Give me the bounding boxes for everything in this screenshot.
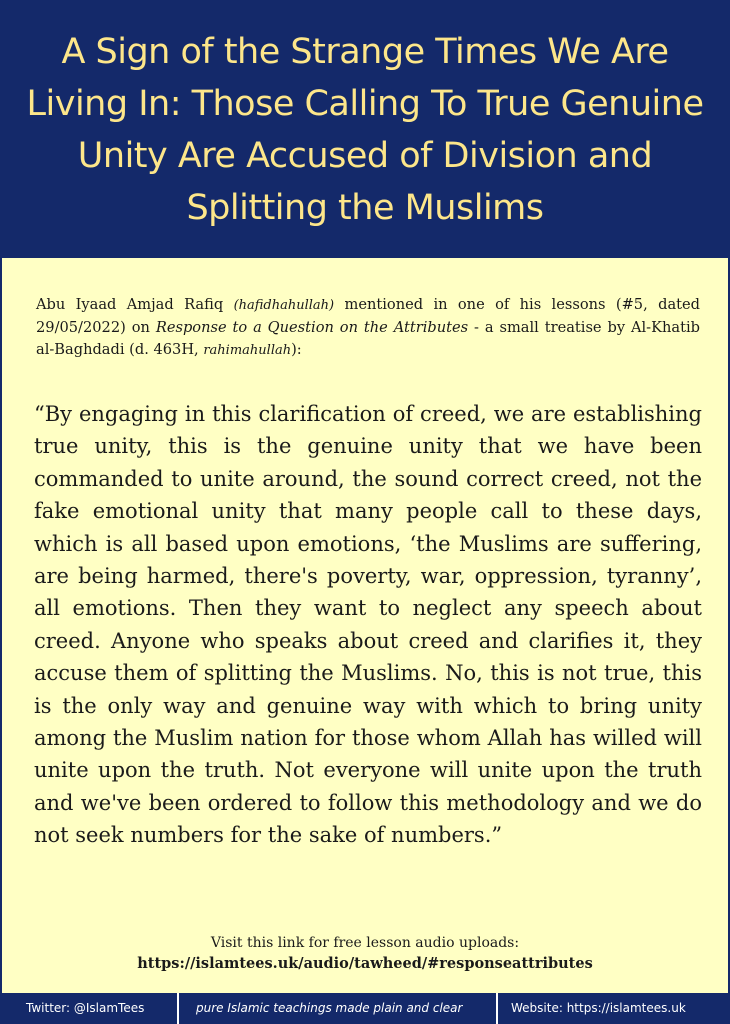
footer-twitter[interactable]: Twitter: @IslamTees <box>26 1001 145 1015</box>
intro-text-2: mentioned in one of his lessons (#5, dated 29/05/2022) on <box>36 296 700 336</box>
visit-text: Visit this link for free lesson audio uploads: <box>210 935 520 951</box>
quote-text: “By engaging in this clarification of creed, we are establishing true unity, this is the genuine unity that we have been commanded to unite around, the sound correct creed, not the fake emotional unity that many people call to these days, which is all based upon emotions, ‘the Muslims are suffering, are being harmed, there's poverty, war, oppression, tyranny’, all emotions. Then they want to neglect any speech about creed. Anyone who speaks about creed and clarifies it, they accuse them of splitting the Muslims. No, this is not true, this is the only way and genuine way with which to bring unity among the Muslim nation for those whom Allah has willed will unite upon the truth. Not everyone will unite upon the truth and we've been ordered to follow this methodology and we do not seek numbers for the sake of numbers.” <box>34 402 702 848</box>
footer-divider-2 <box>496 993 498 1024</box>
intro-paragraph <box>36 294 700 362</box>
header-banner <box>0 0 730 258</box>
book-title: Response to a Question on the Attributes <box>155 319 469 336</box>
honorific-hafidhahullah: (hafidhahullah) <box>233 298 335 313</box>
honorific-rahimahullah: rahimahullah <box>203 343 292 358</box>
intro-text-1: Abu Iyaad Amjad Rafiq <box>36 296 234 313</box>
footer-divider-1 <box>177 993 179 1024</box>
content-panel <box>0 258 730 993</box>
intro-text-3: - a small treatise by Al-Khatib al-Baghdadi (d. 463H, <box>36 319 700 358</box>
intro-text-4: ): <box>291 341 302 358</box>
footer-tagline: pure Islamic teachings made plain and clear <box>196 1001 463 1015</box>
footer-bar <box>0 993 730 1024</box>
footer-website[interactable]: Website: https://islamtees.uk <box>511 1001 686 1015</box>
audio-link[interactable]: https://islamtees.uk/audio/tawheed/#responseattributes <box>137 955 593 972</box>
page-title: A Sign of the Strange Times We Are Living In: Those Calling To True Genuine Unity Are Accused of Division and Splitting the Muslims <box>26 32 704 228</box>
